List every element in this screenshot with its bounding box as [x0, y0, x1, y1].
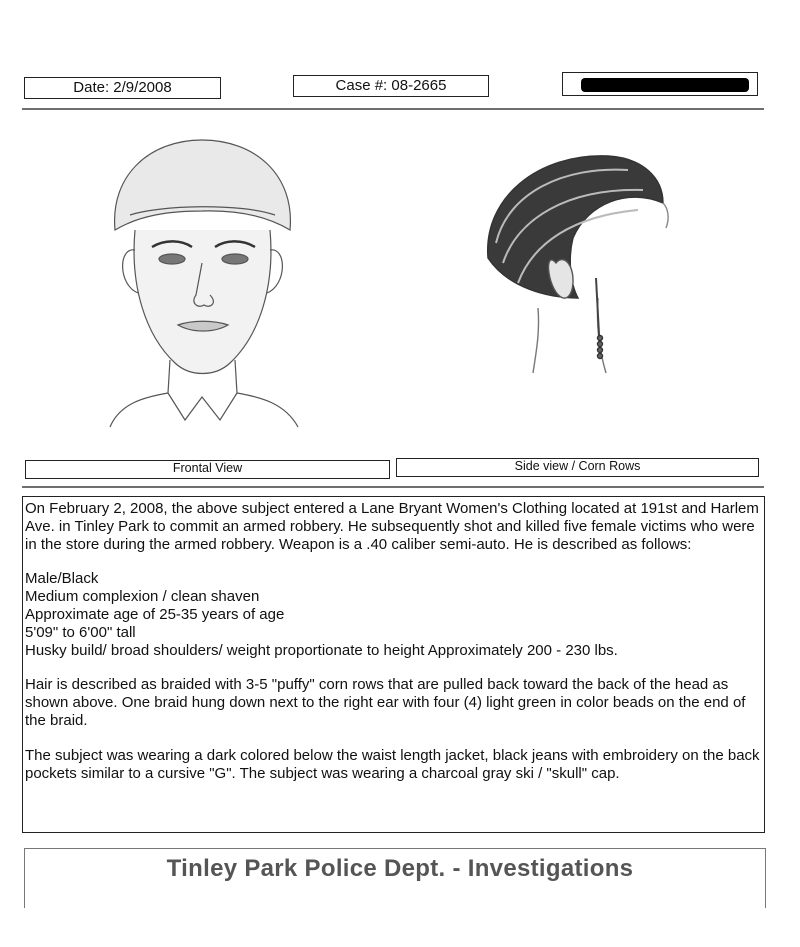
description-text — [25, 500, 760, 830]
header-rule — [22, 108, 764, 110]
redaction-bar — [581, 78, 749, 92]
department-title: Tinley Park Police Dept. - Investigations — [166, 855, 634, 882]
side-view-caption: Side view / Corn Rows — [514, 459, 641, 473]
redacted-box — [562, 72, 758, 96]
frontal-view-caption-box — [25, 460, 390, 479]
side-view-caption-box — [396, 458, 759, 477]
frontal-view-sketch — [90, 135, 320, 435]
trait-line: Male/Black — [25, 570, 99, 588]
date-box — [24, 77, 221, 99]
intro-paragraph: On February 2, 2008, the above subject entered a Lane Bryant Women's Clothing located at 191st and Harlem Ave. in Tinley Park to commit an armed robbery. He subsequently shot and killed five female victims who were in the store during the armed robbery. Weapon is a .40 caliber semi-auto. He is described as follows: — [25, 500, 759, 553]
trait-line: Approximate age of 25-35 years of age — [25, 605, 285, 623]
trait-line: Medium complexion / clean shaven — [25, 588, 260, 606]
case-number-box — [293, 75, 489, 97]
date-label: Date: 2/9/2008 — [73, 79, 172, 96]
mid-rule — [22, 486, 764, 488]
case-number-label: Case #: 08-2665 — [335, 77, 447, 94]
clothing-paragraph: The subject was wearing a dark colored below the waist length jacket, black jeans with embroidery on the back pockets similar to a cursive "G". The subject was wearing a charcoal gray ski / "skull" cap. — [25, 746, 760, 782]
trait-line: 5'09" to 6'00" tall — [25, 623, 136, 641]
side-view-sketch — [478, 148, 678, 378]
trait-line: Husky build/ broad shoulders/ weight proportionate to height Approximately 200 - 230 lbs. — [25, 641, 618, 659]
hair-paragraph: Hair is described as braided with 3-5 "puffy" corn rows that are pulled back toward the back of the head as shown above. One braid hung down next to the right ear with four (4) light green in color beads on the end of the braid. — [25, 676, 746, 729]
frontal-view-caption: Frontal View — [172, 461, 243, 475]
